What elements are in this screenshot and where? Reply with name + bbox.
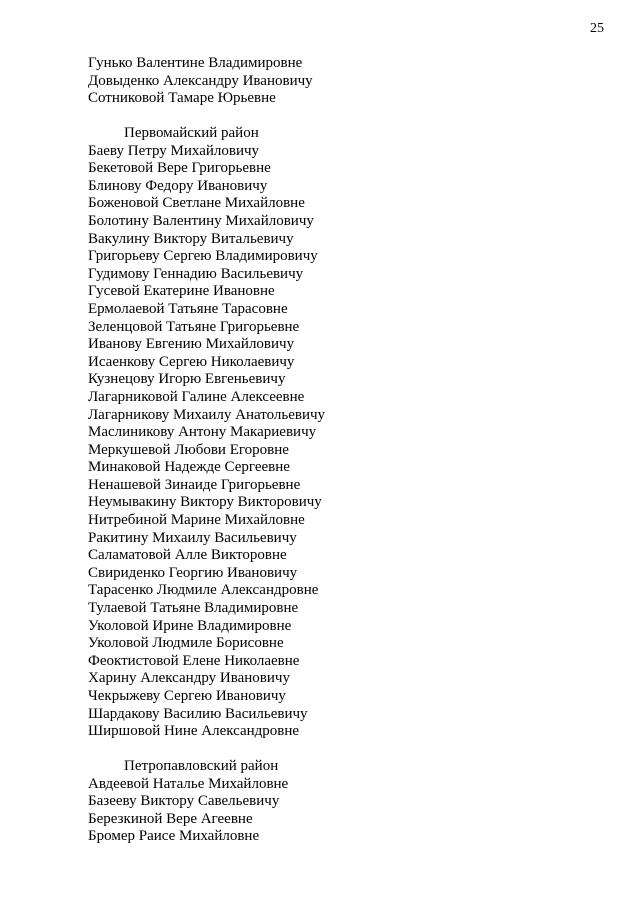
list-item: Минаковой Надежде Сергеевне — [88, 459, 290, 476]
section-heading: Петропавловский район — [124, 758, 279, 774]
list-item: Гунько Валентине Владимировне — [88, 55, 303, 71]
section-petropavlovsky — [88, 758, 588, 846]
list-item: Саламатовой Алле Викторовне — [88, 547, 287, 564]
list-item: Уколовой Людмиле Борисовне — [88, 635, 284, 652]
list-item: Лагарниковой Галине Алексеевне — [88, 388, 305, 405]
list-item: Бекетовой Вере Григорьевне — [88, 160, 271, 177]
list-item: Гудимову Геннадию Васильевичу — [88, 265, 304, 282]
list-item: Бромер Раисе Михайловне — [88, 828, 260, 845]
list-item: Ракитину Михаилу Васильевичу — [88, 529, 297, 546]
section-pervomaisky — [88, 125, 588, 741]
list-item: Лагарникову Михаилу Анатольевичу — [88, 406, 326, 423]
list-item: Кузнецову Игорю Евгеньевичу — [88, 371, 286, 388]
list-item: Меркушевой Любови Егоровне — [88, 441, 289, 458]
list-item: Блинову Федору Ивановичу — [88, 177, 268, 194]
list-item: Исаенкову Сергею Николаевичу — [88, 353, 295, 370]
list-item: Харину Александру Ивановичу — [88, 670, 290, 687]
list-item: Тулаевой Татьяне Владимировне — [88, 600, 299, 617]
list-item: Феоктистовой Елене Николаевне — [88, 652, 300, 669]
list-item: Авдеевой Наталье Михайловне — [88, 775, 289, 792]
list-item: Березкиной Вере Агеевне — [88, 810, 253, 827]
list-item: Баеву Петру Михайловичу — [88, 142, 260, 159]
list-item: Сотниковой Тамаре Юрьевне — [88, 90, 276, 107]
list-item: Вакулину Виктору Витальевичу — [88, 230, 294, 247]
name-list-continued — [88, 55, 588, 108]
list-item: Иванову Евгению Михайловичу — [88, 336, 295, 353]
section-heading: Первомайский район — [124, 125, 259, 141]
list-item: Ширшовой Нине Александровне — [88, 723, 300, 740]
list-item: Шардакову Василию Васильевичу — [88, 705, 308, 722]
list-item: Свириденко Георгию Ивановичу — [88, 564, 298, 581]
list-item: Довыденко Александру Ивановичу — [88, 72, 313, 89]
list-item: Зеленцовой Татьяне Григорьевне — [88, 318, 300, 335]
list-item: Болотину Валентину Михайловичу — [88, 212, 314, 229]
list-item: Чекрыжеву Сергею Ивановичу — [88, 688, 286, 704]
list-item: Тарасенко Людмиле Александровне — [88, 582, 319, 599]
list-item: Неумывакину Виктору Викторовичу — [88, 494, 322, 511]
list-item: Базееву Виктору Савельевичу — [88, 793, 280, 810]
list-item: Гусевой Екатерине Ивановне — [88, 283, 275, 300]
list-item: Боженовой Светлане Михайловне — [88, 195, 305, 212]
list-item: Ненашевой Зинаиде Григорьевне — [88, 476, 301, 493]
list-item: Уколовой Ирине Владимировне — [88, 617, 292, 634]
page-number: 25 — [590, 21, 604, 36]
list-item: Нитребиной Марине Михайловне — [88, 512, 305, 529]
list-item: Ермолаевой Татьяне Тарасовне — [88, 300, 288, 317]
list-item: Маслиникову Антону Макариевичу — [88, 424, 317, 441]
list-item: Григорьеву Сергею Владимировичу — [88, 248, 318, 265]
